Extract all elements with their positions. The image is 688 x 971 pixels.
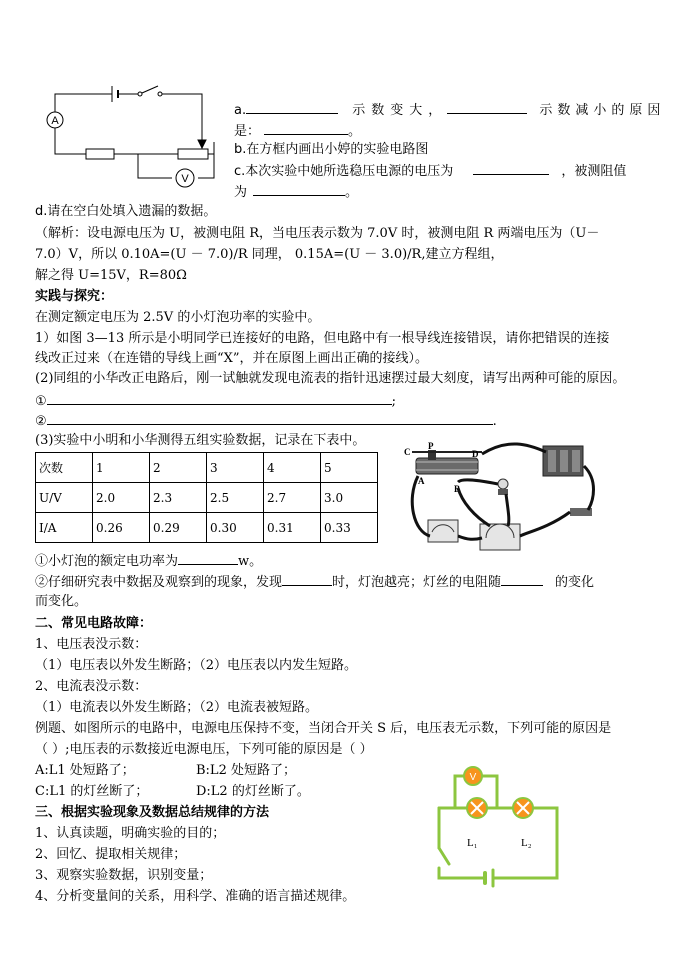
example-line1: 例题、如图所示的电路中，电源电压保持不变，当闭合开关 S 后，电压表无示数，下列可能的原因是: [35, 721, 612, 736]
question-a-prefix: a.: [234, 103, 247, 118]
blank-a2[interactable]: [447, 101, 527, 114]
circled-2: ②: [35, 414, 47, 429]
blank-c2[interactable]: [253, 183, 345, 196]
question-c-cont: 为: [234, 185, 248, 200]
faults-heading: 二、常见电路故障：: [35, 616, 153, 631]
table-row: [36, 483, 378, 513]
table-cell: 0.33: [321, 513, 378, 543]
fault-voltmeter-title: 1、电压表没示数：: [35, 637, 148, 652]
option-b: B:L2 处短路了；: [196, 763, 296, 778]
option-d: D:L2 的灯丝断了。: [196, 784, 310, 799]
table-cell: 1: [93, 453, 150, 483]
ammeter-symbol: A: [51, 115, 59, 127]
result2-pre: ②仔细研究表中数据及观察到的现象，发现: [35, 575, 283, 590]
question-c-mid: ，被测阻值: [561, 164, 627, 179]
table-cell: 5: [321, 453, 378, 483]
label-p: P: [428, 441, 434, 451]
question-d: d.请在空白处填入遗漏的数据。: [35, 204, 217, 219]
table-cell: 2.3: [150, 483, 207, 513]
question-a-end: 示数减小的原因: [539, 103, 666, 118]
result2-mid: 时，灯泡越亮；灯丝的电阻随: [332, 575, 502, 590]
result2-end: 的变化: [555, 575, 595, 590]
analysis-line1: （解析：设电源电压为 U，被测电阻 R，当电压表示数为 7.0V 时，被测电阻 R 两端电压为（U－: [35, 226, 600, 241]
period: .: [492, 414, 497, 429]
method-step-1: 1、认真读题，明确实验的目的；: [35, 826, 226, 841]
blank-reason1[interactable]: [47, 392, 392, 405]
method-heading: 三、根据实验现象及数据总结规律的方法: [35, 805, 270, 820]
practice-q1-line1: 1）如图 3—13 所示是小明同学已连接好的电路，但电路中有一根导线连接错误，请你把错误的连接: [35, 331, 610, 346]
method-step-2: 2、回忆、提取相关规律；: [35, 847, 187, 862]
table-cell: 0.31: [264, 513, 321, 543]
answer-line-1: [35, 392, 396, 410]
question-b: b.在方框内画出小婷的实验电路图: [234, 142, 429, 157]
option-a: A:L1 处短路了；: [35, 763, 135, 778]
table-row: [36, 513, 378, 543]
blank-a1[interactable]: [246, 101, 338, 114]
question-a-line1: [234, 101, 665, 119]
period: 。: [348, 124, 362, 139]
top-circuit-diagram: [40, 80, 240, 190]
result1-text: ①小灯泡的额定电功率为: [35, 554, 179, 569]
series-circuit-diagram: [425, 760, 575, 888]
label-a: A: [418, 476, 425, 486]
practice-q1-line2: 线改正过来（在连错的导线上画“X”，并在原图上画出正确的接线）。: [35, 351, 429, 366]
table-cell: 2.0: [93, 483, 150, 513]
question-c-line2: [234, 183, 358, 201]
question-a-cont: 是：: [234, 124, 261, 139]
result-line-1: [35, 552, 262, 570]
label-d: D: [472, 449, 479, 459]
option-c: C:L1 的灯丝断了；: [35, 784, 149, 799]
fault-ammeter-title: 2、电流表没示数：: [35, 679, 148, 694]
method-step-4: 4、分析变量间的关系，用科学、准确的语言描述规律。: [35, 889, 356, 904]
table-cell: 0.29: [150, 513, 207, 543]
table-cell: 4: [264, 453, 321, 483]
blank-factor[interactable]: [501, 573, 543, 586]
practice-heading: 实践与探究：: [35, 289, 114, 304]
data-table: [35, 452, 378, 543]
practice-q3: (3)实验中小明和小华测得五组实验数据，记录在下表中。: [35, 433, 366, 448]
label-l1: L₁: [467, 837, 478, 849]
table-cell: 次数: [36, 453, 93, 483]
table-cell: 0.30: [207, 513, 264, 543]
question-c-pre: c.本次实验中她所选稳压电源的电压为: [234, 164, 454, 179]
label-l2: L₂: [521, 837, 532, 849]
question-a-line2: [234, 122, 361, 140]
method-step-3: 3、观察实验数据，识别变量；: [35, 868, 213, 883]
table-cell: I/A: [36, 513, 93, 543]
example-line2: （ ）;电压表的示数接近电源电压，下列可能的原因是（ ）: [35, 742, 373, 757]
period: 。: [345, 185, 359, 200]
answer-line-2: [35, 412, 497, 430]
apparatus-photo: [398, 440, 608, 555]
table-cell: 0.26: [93, 513, 150, 543]
blank-reason2[interactable]: [47, 412, 493, 425]
question-c-line1: [234, 162, 626, 180]
question-a-mid: 示数变大，: [352, 103, 448, 118]
blank-power[interactable]: [178, 552, 238, 565]
fault-ammeter-options: （1）电流表以外发生断路；（2）电流表被短路。: [35, 700, 319, 715]
table-cell: 2.5: [207, 483, 264, 513]
practice-intro: 在测定额定电压为 2.5V 的小灯泡功率的实验中。: [35, 310, 321, 325]
table-row: [36, 453, 378, 483]
blank-a3[interactable]: [264, 122, 348, 135]
label-b: B: [454, 484, 461, 494]
voltmeter-symbol-green: V: [469, 772, 477, 783]
result-line-2: [35, 573, 594, 591]
result1-unit: w。: [238, 554, 263, 569]
analysis-line3: 解之得 U=15V，R=80Ω: [35, 268, 187, 283]
blank-c1[interactable]: [473, 162, 549, 175]
blank-condition[interactable]: [282, 573, 332, 586]
semicolon: ;: [391, 394, 397, 409]
result-line-3: 而变化。: [35, 594, 88, 609]
voltmeter-symbol: V: [181, 173, 189, 185]
table-cell: 3.0: [321, 483, 378, 513]
practice-q2: (2)同组的小华改正电路后，刚一试触就发现电流表的指针迅速摆过最大刻度，请写出两种可能的原因。: [35, 371, 626, 386]
table-cell: 2: [150, 453, 207, 483]
circled-1: ①: [35, 394, 47, 409]
table-cell: 2.7: [264, 483, 321, 513]
analysis-line2: 7.0）V，所以 0.10A=(U － 7.0)/R 同理， 0.15A=(U － 3.0)/R,建立方程组，: [35, 247, 504, 262]
table-cell: U/V: [36, 483, 93, 513]
table-cell: 3: [207, 453, 264, 483]
fault-voltmeter-options: （1）电压表以外发生断路；（2）电压表以内发生短路。: [35, 658, 358, 673]
label-c: C: [404, 447, 411, 457]
